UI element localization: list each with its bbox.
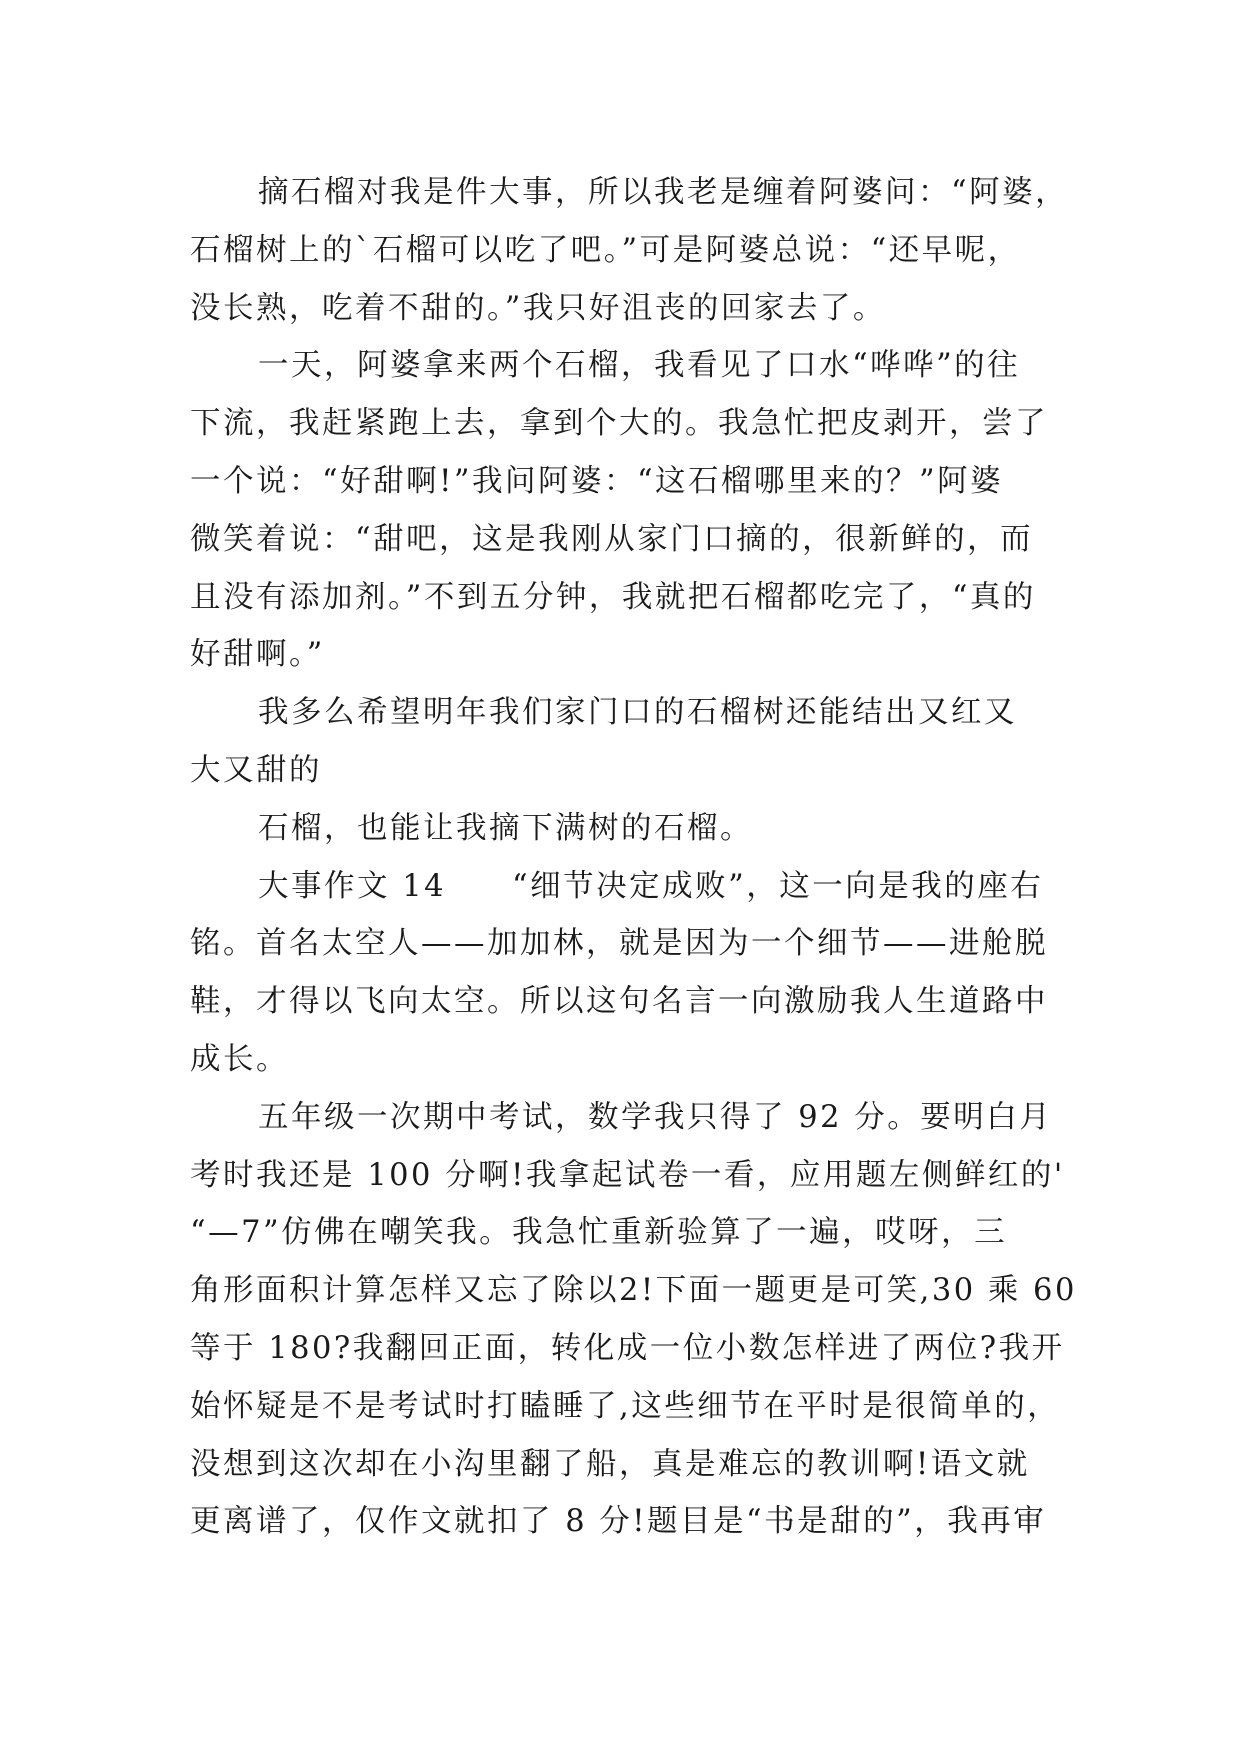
text-line: 没长熟，吃着不甜的。”我只好沮丧的回家去了。 [190, 290, 886, 326]
text-line: 铭。首名太空人——加加林，就是因为一个细节——进舱脱 [190, 926, 1048, 962]
text-line: 角形面积计算怎样又忘了除以2!下面一题更是可笑,30 乘 60 [190, 1273, 1077, 1309]
text-line: 摘石榴对我是件大事，所以我老是缠着阿婆问：“阿婆， [258, 175, 1069, 210]
body-text [190, 164, 1077, 1551]
text-line: 下流，我赶紧跑上去，拿到个大的。我急忙把皮剥开，尝了 [190, 406, 1048, 442]
text-line: 没想到这次却在小沟里翻了船，真是难忘的教训啊!语文就 [190, 1446, 1030, 1482]
text-line: 等于 180?我翻回正面，转化成一位小数怎样进了两位?我开 [190, 1330, 1065, 1366]
text-line: 始怀疑是不是考试时打瞌睡了,这些细节在平时是很简单的， [190, 1388, 1061, 1424]
text-line: 更离谱了，仅作文就扣了 8 分!题目是“书是甜的”，我再审 [190, 1504, 1047, 1540]
text-line: 一天，阿婆拿来两个石榴，我看见了口水“哗哗”的往 [258, 348, 1021, 384]
text-line: 鞋，才得以飞向太空。所以这句名言一向激励我人生道路中 [190, 984, 1048, 1020]
text-line: 好甜啊。” [190, 637, 325, 673]
text-line: 大事作文 14 “细节决定成败”，这一向是我的座右 [258, 868, 1044, 904]
text-line: 且没有添加剂。”不到五分钟，我就把石榴都吃完了，“真的 [190, 579, 1036, 615]
text-line: 微笑着说：“甜吧，这是我刚从家门口摘的，很新鲜的，而 [190, 521, 1034, 557]
text-line: 石榴，也能让我摘下满树的石榴。 [258, 810, 753, 846]
text-line: 五年级一次期中考试，数学我只得了 92 分。要明白月 [258, 1099, 1053, 1135]
text-line: 成长。 [190, 1041, 289, 1077]
text-line: 我多么希望明年我们家门口的石榴树还能结出又红又 [258, 695, 1017, 731]
text-line: “—7”仿佛在嘲笑我。我急忙重新验算了一遍，哎呀，三 [190, 1215, 1008, 1251]
text-line: 一个说：“好甜啊!”我问阿婆：“这石榴哪里来的？”阿婆 [190, 463, 1004, 499]
text-line: 考时我还是 100 分啊!我拿起试卷一看，应用题左侧鲜红的' [190, 1157, 1065, 1193]
text-line: 石榴树上的`石榴可以吃了吧。”可是阿婆总说：“还早呢， [190, 232, 1021, 268]
text-line: 大又甜的 [190, 752, 322, 788]
